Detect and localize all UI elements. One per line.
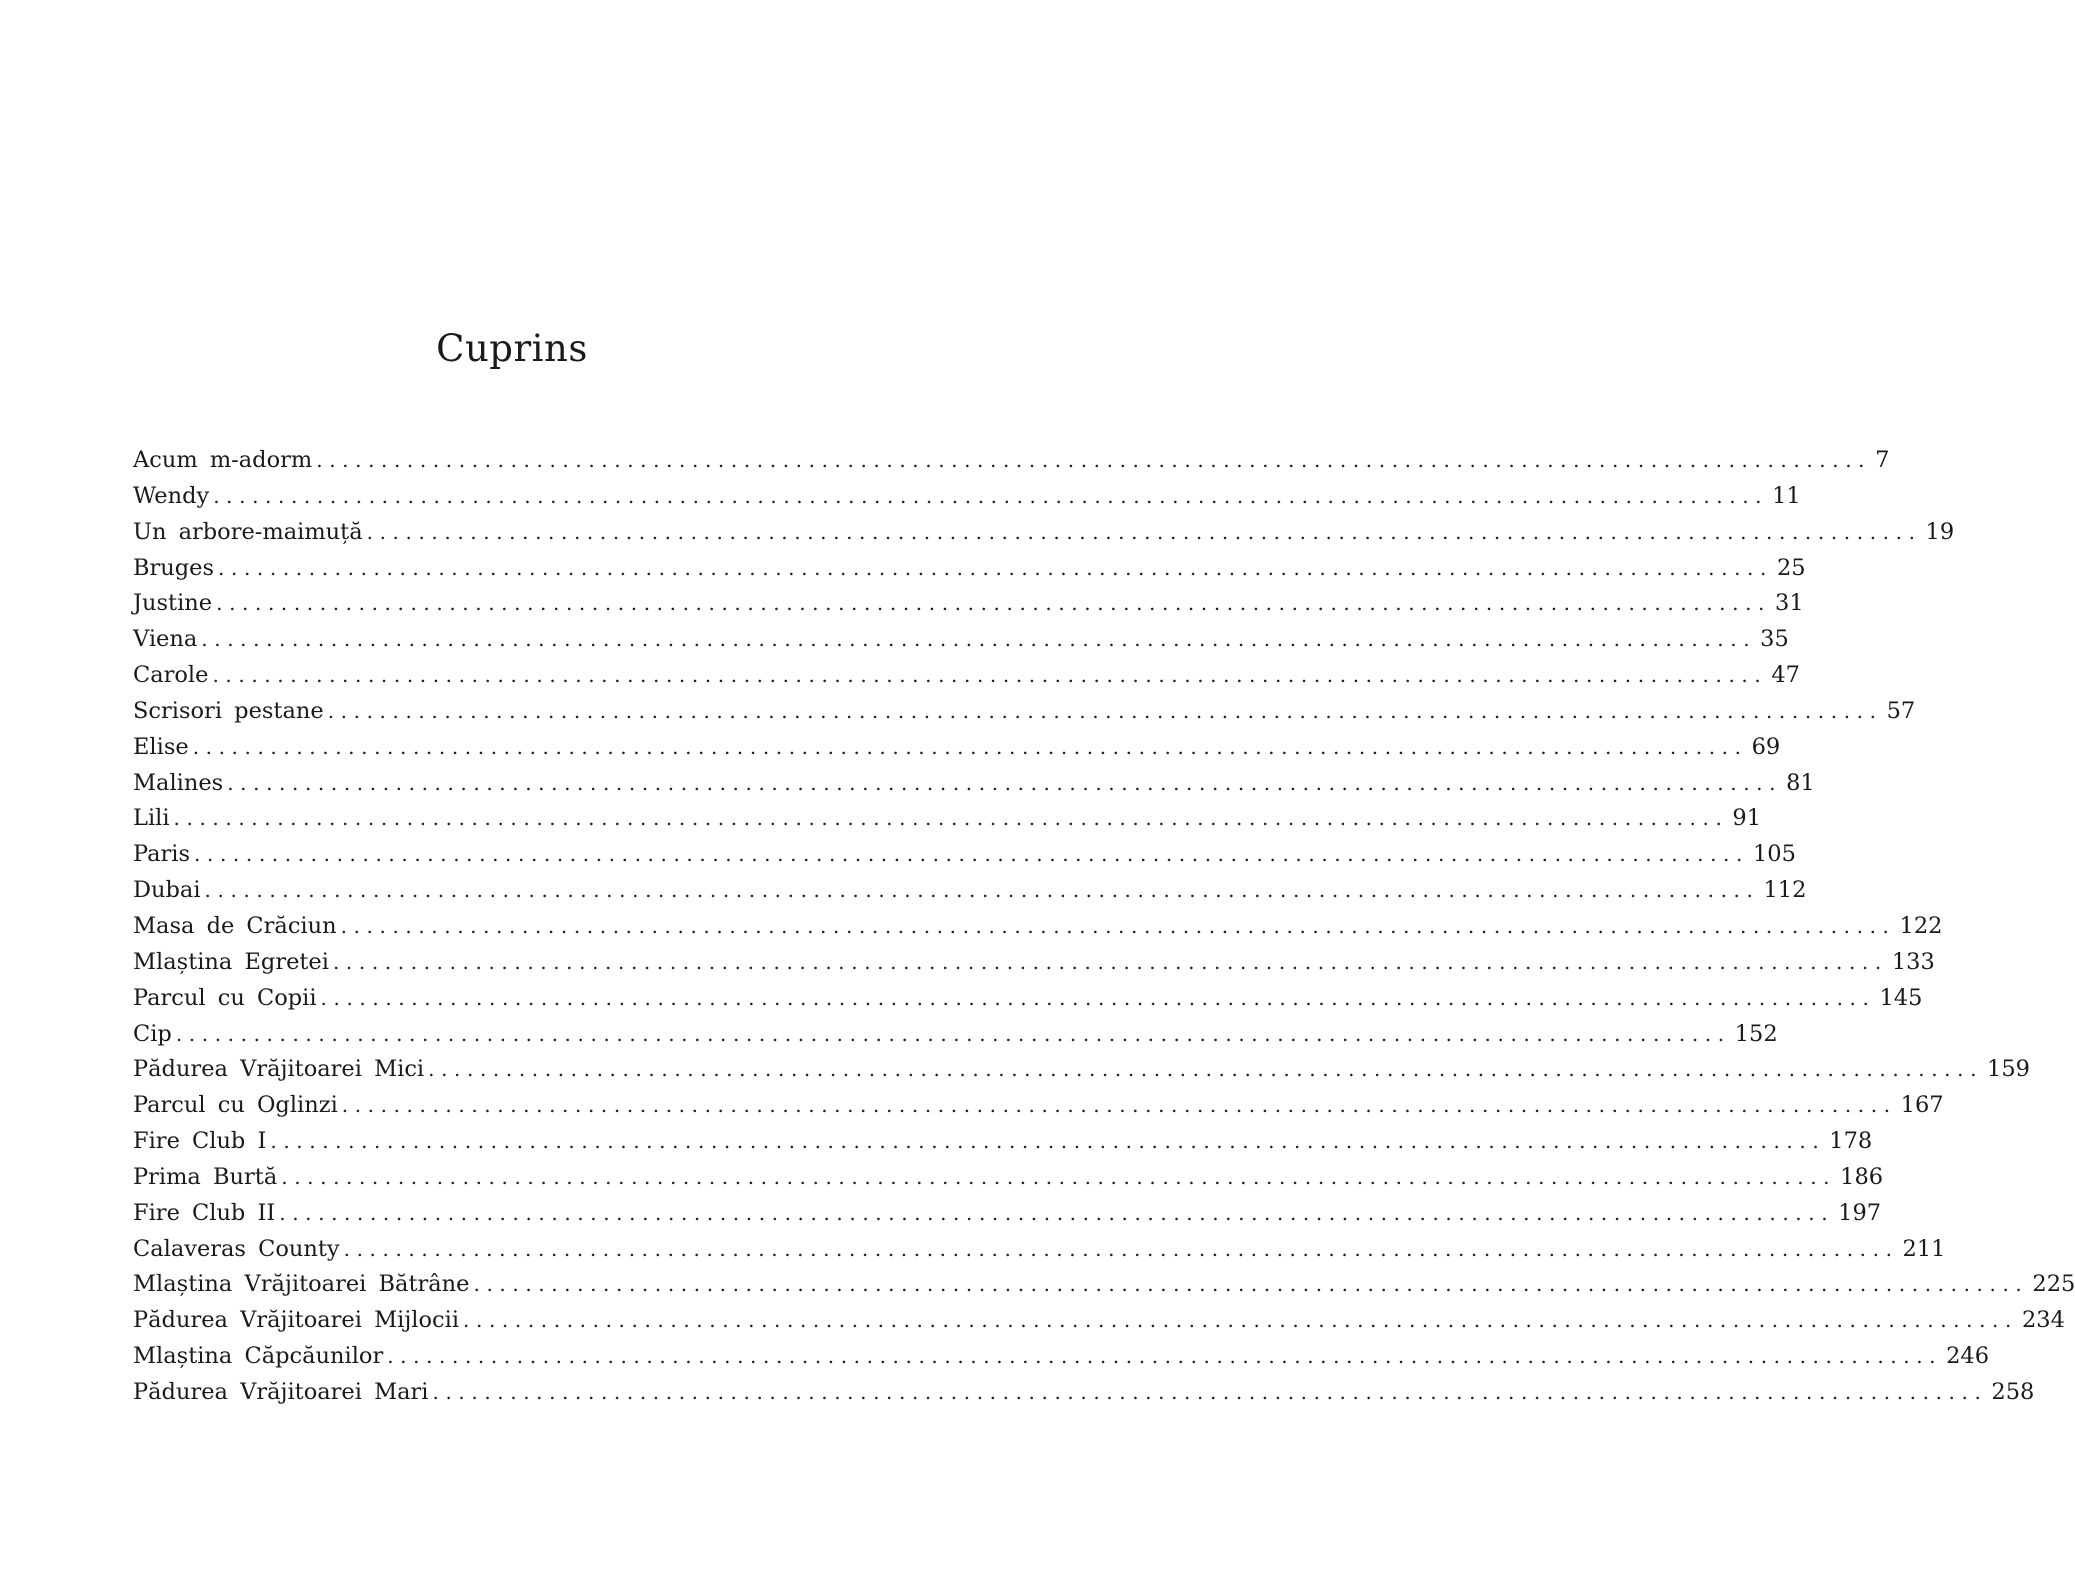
table-of-contents xyxy=(133,443,2075,1411)
toc-entry xyxy=(133,1303,2065,1339)
toc-entry-title: Calaveras County xyxy=(133,1235,340,1262)
dot-leader: ........................................................................................................................ xyxy=(175,1021,1731,1046)
toc-entry-page: 112 xyxy=(1763,877,1807,904)
toc-entry xyxy=(133,515,1955,551)
dot-leader: ........................................................................................................................ xyxy=(316,448,1872,472)
toc-entry-page: 186 xyxy=(1840,1163,1884,1190)
toc-entry-page: 105 xyxy=(1752,841,1796,868)
toc-entry-title: Fire Club I xyxy=(133,1128,267,1155)
toc-entry-page: 35 xyxy=(1760,626,1789,653)
toc-entry-title: Mlaștina Căpcăunilor xyxy=(133,1343,384,1370)
toc-entry-page: 19 xyxy=(1925,518,1955,545)
toc-entry-title: Pădurea Vrăjitoarei Mari xyxy=(133,1378,429,1405)
dot-leader: ........................................................................................................................ xyxy=(340,913,1896,938)
toc-entry-title: Pădurea Vrăjitoarei Mici xyxy=(133,1056,425,1083)
toc-entry-page: 31 xyxy=(1775,590,1804,617)
dot-leader: ........................................................................................................................ xyxy=(204,878,1760,903)
dot-leader: ........................................................................................................................ xyxy=(212,663,1768,688)
dot-leader: ........................................................................................................................ xyxy=(201,627,1757,652)
toc-entry xyxy=(133,1124,1873,1160)
toc-entry-title: Scrisori pestane xyxy=(133,697,324,724)
toc-entry xyxy=(133,766,1815,802)
toc-entry-page: 122 xyxy=(1899,912,1943,939)
dot-leader: ........................................................................................................................ xyxy=(341,1093,1897,1118)
dot-leader: ........................................................................................................................ xyxy=(332,949,1888,974)
toc-entry-title: Elise xyxy=(133,733,189,760)
toc-entry-page: 234 xyxy=(2021,1307,2065,1334)
toc-entry-title: Parcul cu Copii xyxy=(133,984,317,1011)
dot-leader: ........................................................................................................................ xyxy=(173,806,1729,831)
toc-entry xyxy=(133,1375,2035,1411)
toc-entry xyxy=(133,730,1781,766)
toc-entry-title: Cip xyxy=(133,1020,172,1047)
toc-entry-page: 11 xyxy=(1772,482,1801,509)
toc-entry-title: Dubai xyxy=(133,877,201,904)
toc-entry xyxy=(133,1232,1946,1268)
toc-entry xyxy=(133,1160,1884,1196)
dot-leader: ........................................................................................................................ xyxy=(213,483,1769,508)
toc-entry-title: Pădurea Vrăjitoarei Mijlocii xyxy=(133,1307,460,1334)
toc-entry-title: Carole xyxy=(133,662,209,689)
toc-entry xyxy=(133,658,1800,694)
toc-entry xyxy=(133,1196,1882,1232)
toc-entry-page: 178 xyxy=(1829,1128,1873,1155)
dot-leader: ........................................................................................................................ xyxy=(279,1200,1835,1225)
toc-entry-title: Prima Burtă xyxy=(133,1163,278,1190)
toc-entry-page: 69 xyxy=(1751,733,1781,760)
toc-entry-title: Bruges xyxy=(133,554,215,581)
toc-entry xyxy=(133,945,1935,981)
dot-leader: ........................................................................................................................ xyxy=(387,1344,1943,1369)
toc-entry xyxy=(133,1088,1944,1124)
toc-entry xyxy=(133,694,1916,730)
toc-entry-page: 145 xyxy=(1879,984,1923,1011)
toc-entry-title: Paris xyxy=(133,841,191,868)
dot-leader: ........................................................................................................................ xyxy=(227,770,1783,795)
toc-entry-title: Acum m-adorm xyxy=(133,447,313,473)
toc-entry-page: 211 xyxy=(1902,1235,1946,1262)
dot-leader: ........................................................................................................................ xyxy=(320,985,1876,1010)
toc-entry-page: 133 xyxy=(1891,948,1935,975)
toc-entry xyxy=(133,586,1804,622)
toc-entry-page: 91 xyxy=(1732,805,1762,832)
toc-entry-title: Wendy xyxy=(133,482,210,509)
toc-entry-page: 25 xyxy=(1776,554,1806,581)
dot-leader: ........................................................................................................................ xyxy=(270,1129,1826,1154)
toc-entry-title: Lili xyxy=(133,805,170,832)
toc-entry-title: Parcul cu Oglinzi xyxy=(133,1092,338,1119)
toc-entry-page: 47 xyxy=(1771,662,1800,689)
dot-leader: ........................................................................................................................ xyxy=(343,1236,1899,1261)
toc-entry xyxy=(133,1052,2030,1088)
dot-leader: ........................................................................................................................ xyxy=(216,591,1771,616)
toc-entry xyxy=(133,837,1796,873)
toc-entry xyxy=(133,1339,1990,1375)
toc-entry xyxy=(133,801,1762,837)
toc-entry xyxy=(133,551,1806,587)
dot-leader: ........................................................................................................................ xyxy=(192,734,1748,759)
dot-leader: ........................................................................................................................ xyxy=(366,519,1922,544)
toc-entry-page: 159 xyxy=(1987,1056,2030,1083)
toc-entry-page: 57 xyxy=(1886,697,1916,724)
toc-entry-title: Un arbore-maimuță xyxy=(133,518,363,545)
toc-entry-page: 167 xyxy=(1900,1092,1944,1119)
dot-leader: ........................................................................................................................ xyxy=(218,555,1773,580)
toc-entry-title: Viena xyxy=(133,626,198,653)
toc-entry xyxy=(133,873,1807,909)
toc-entry xyxy=(133,981,1923,1017)
toc-entry-title: Malines xyxy=(133,769,224,796)
toc-entry-title: Masa de Crăciun xyxy=(133,912,337,939)
toc-entry-page: 225 xyxy=(2032,1271,2075,1298)
toc-entry-page: 246 xyxy=(1946,1343,1990,1370)
toc-entry xyxy=(133,443,1890,479)
toc-entry xyxy=(133,909,1943,945)
dot-leader: ........................................................................................................................ xyxy=(428,1057,1984,1082)
toc-entry-title: Justine xyxy=(133,590,213,617)
dot-leader: ........................................................................................................................ xyxy=(432,1379,1988,1404)
toc-entry-title: Mlaștina Vrăjitoarei Bătrâne xyxy=(133,1271,470,1298)
dot-leader: ........................................................................................................................ xyxy=(281,1164,1837,1189)
toc-entry-page: 81 xyxy=(1786,769,1815,796)
dot-leader: ........................................................................................................................ xyxy=(473,1272,2029,1297)
toc-entry-page: 152 xyxy=(1734,1020,1778,1047)
dot-leader: ........................................................................................................................ xyxy=(463,1308,2018,1333)
toc-entry xyxy=(133,622,1789,658)
toc-entry-title: Fire Club II xyxy=(133,1199,276,1226)
dot-leader: ........................................................................................................................ xyxy=(194,842,1749,867)
toc-entry-page: 197 xyxy=(1838,1199,1882,1226)
toc-entry xyxy=(133,479,1801,515)
toc-entry-title: Mlaștina Egretei xyxy=(133,948,329,975)
toc-entry xyxy=(133,1017,1778,1053)
toc-entry xyxy=(133,1267,2075,1303)
dot-leader: ........................................................................................................................ xyxy=(327,698,1883,723)
toc-entry-page: 7 xyxy=(1875,447,1890,473)
page-title: Cuprins xyxy=(436,327,588,370)
toc-entry-page: 258 xyxy=(1991,1378,2035,1405)
